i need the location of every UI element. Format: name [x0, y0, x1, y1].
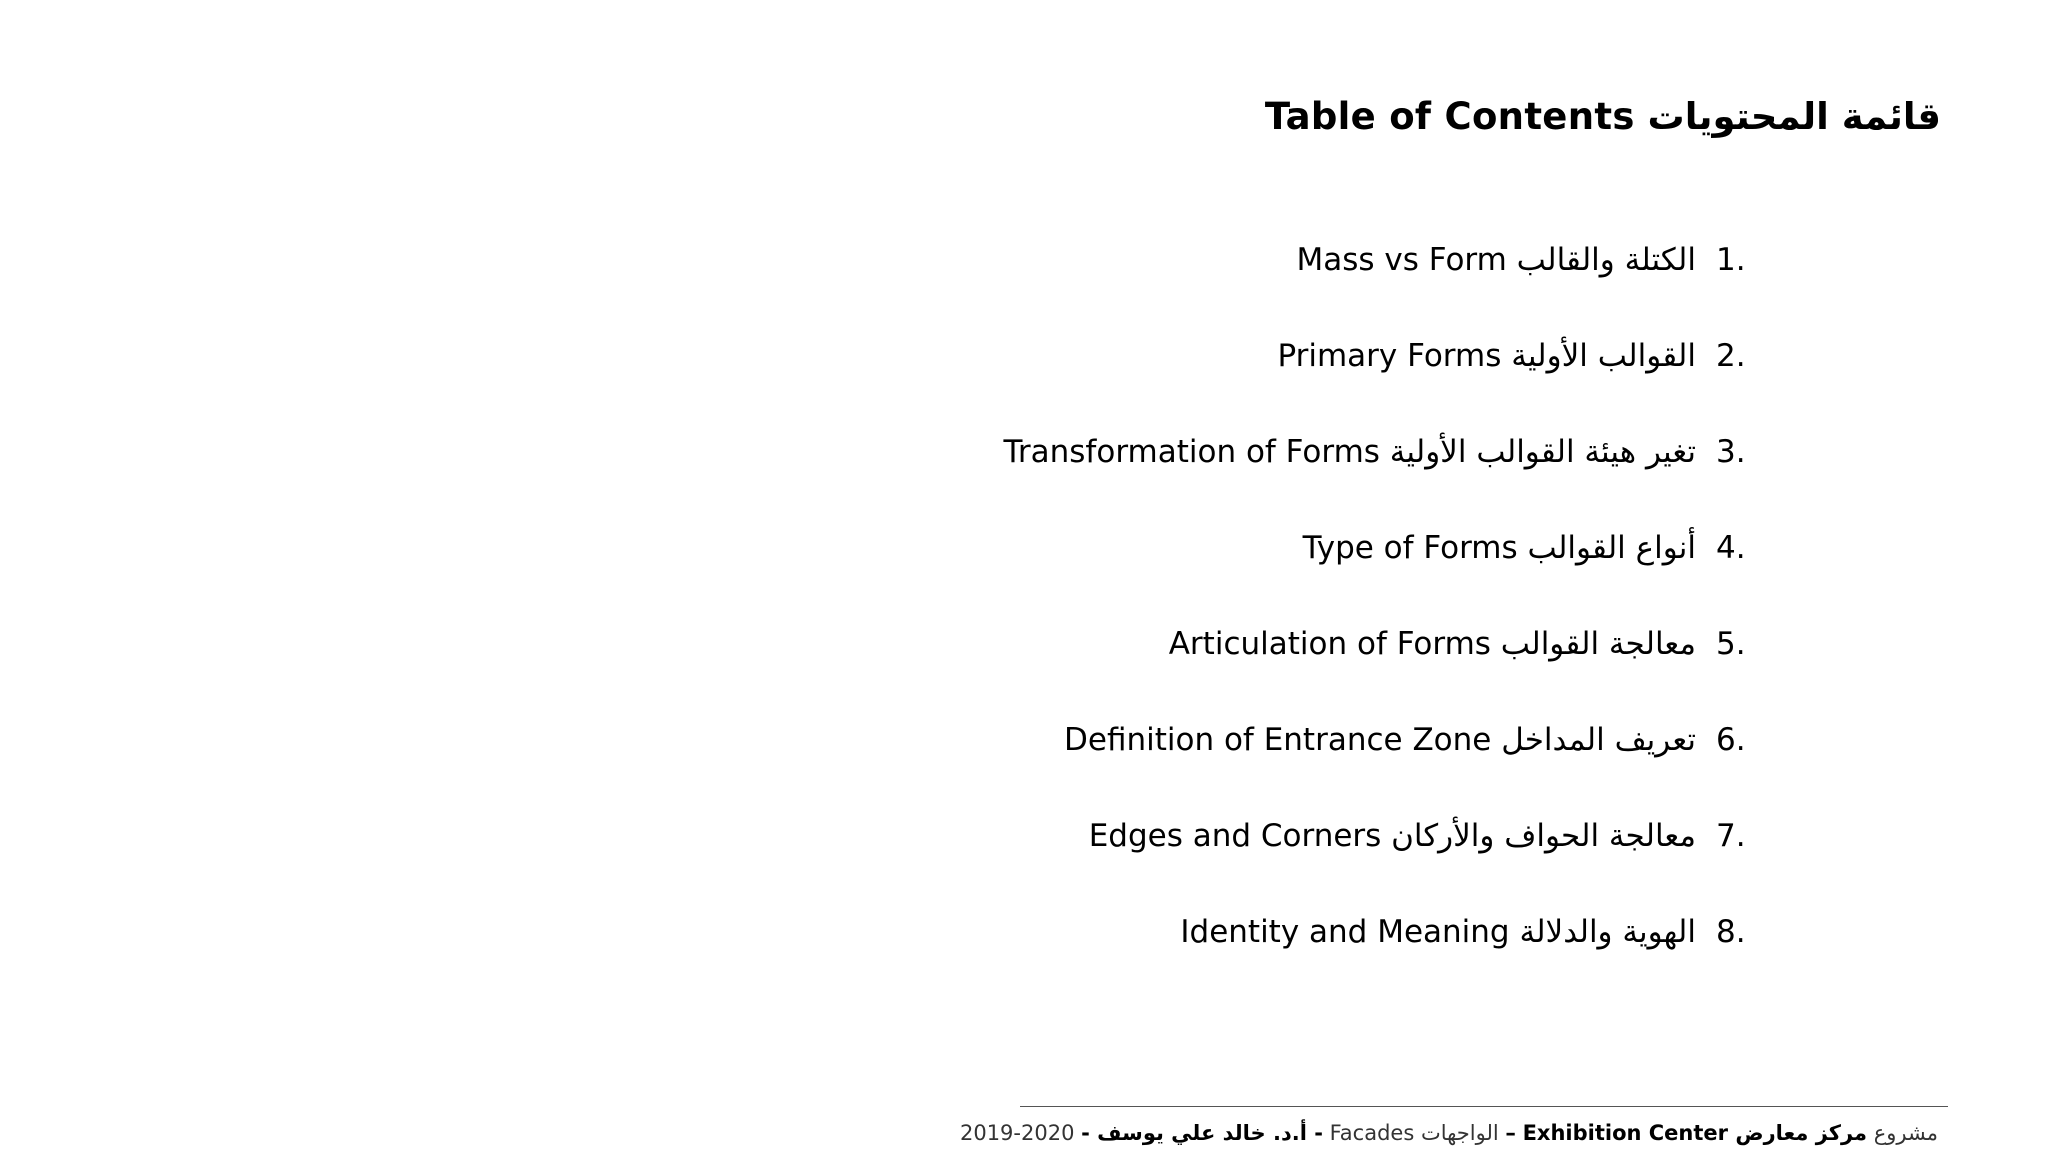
toc-item-label: معالجة الحواف والأركان Edges and Corners: [1088, 818, 1696, 854]
footer-author: - أ.د. خالد علي يوسف -: [1081, 1121, 1323, 1145]
toc-item-label: الكتلة والقالب Mass vs Form: [1296, 242, 1696, 278]
table-of-contents: [456, 232, 1756, 1000]
toc-item-number: 6.: [1716, 722, 1746, 758]
toc-item: [456, 328, 1756, 424]
toc-item-number: 3.: [1716, 434, 1746, 470]
toc-item: [456, 424, 1756, 520]
toc-item-label: الهوية والدلالة Identity and Meaning: [1180, 914, 1696, 950]
toc-item: [456, 232, 1756, 328]
footer-divider: [1020, 1106, 1948, 1107]
toc-item: [456, 616, 1756, 712]
toc-item-number: 8.: [1716, 914, 1746, 950]
toc-item: [456, 808, 1756, 904]
toc-item-number: 1.: [1716, 242, 1746, 278]
toc-item-number: 2.: [1716, 338, 1746, 374]
footer: [838, 1118, 1938, 1148]
toc-item: [456, 520, 1756, 616]
toc-item-label: أنواع القوالب Type of Forms: [1302, 530, 1696, 566]
toc-item: [456, 712, 1756, 808]
toc-item-number: 4.: [1716, 530, 1746, 566]
toc-item-label: تغير هيئة القوالب الأولية Transformation of Forms: [1003, 434, 1696, 470]
toc-item-label: تعريف المداخل Definition of Entrance Zone: [1064, 722, 1696, 758]
footer-project-word: مشروع: [1873, 1121, 1938, 1145]
footer-dash: –: [1505, 1121, 1516, 1145]
toc-item-number: 5.: [1716, 626, 1746, 662]
footer-project-name: مركز معارض Exhibition Center: [1522, 1121, 1868, 1145]
toc-item-label: القوالب الأولية Primary Forms: [1277, 338, 1696, 374]
toc-item-label: معالجة القوالب Articulation of Forms: [1168, 626, 1696, 662]
toc-item-number: 7.: [1716, 818, 1746, 854]
slide-title: قائمة المحتويات Table of Contents: [1264, 95, 1941, 138]
footer-course: الواجهات Facades: [1329, 1121, 1499, 1145]
toc-item: [456, 904, 1756, 1000]
footer-year: 2019-2020: [959, 1121, 1075, 1145]
